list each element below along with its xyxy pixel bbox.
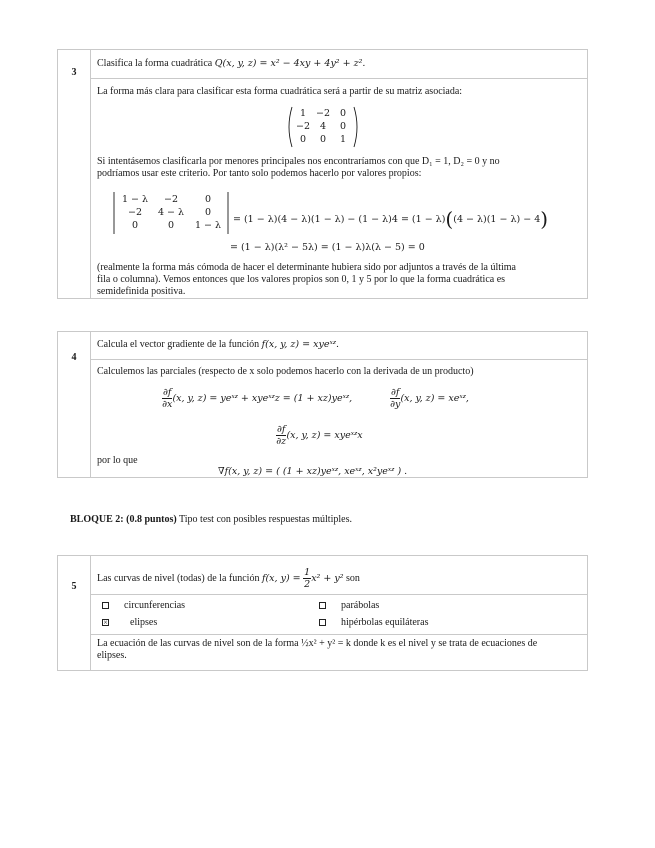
question-4-answer-row bbox=[90, 359, 587, 477]
question-5-options-row bbox=[90, 594, 587, 635]
answer-paragraph-2 bbox=[97, 156, 581, 180]
option-checkbox-elipses[interactable]: × bbox=[103, 618, 108, 627]
question-5-answer-row bbox=[90, 634, 587, 670]
question-number-cell bbox=[58, 50, 91, 298]
matrix-cell: −2 bbox=[295, 121, 310, 132]
option-checkbox-circunferencias[interactable] bbox=[102, 602, 109, 609]
matrix-cell: 1 bbox=[339, 134, 347, 145]
frac-denominator: 2 bbox=[304, 579, 311, 590]
determinant-cell: 0 bbox=[131, 220, 139, 231]
matrix-cell: 0 bbox=[299, 134, 307, 145]
question-number-cell bbox=[58, 556, 91, 670]
answer-paragraph-1: La forma más clara para clasificar esta forma cuadrática será a partir de su matriz asociada: bbox=[97, 86, 463, 97]
option-label: elipses bbox=[130, 617, 158, 628]
matrix-cell: −2 bbox=[315, 108, 330, 119]
question-number: 5 bbox=[71, 581, 77, 592]
partial-x-equation bbox=[162, 387, 352, 410]
question-3-prompt-row bbox=[90, 50, 587, 79]
paragraph-line: Si intentásemos clasificarla por menores principales nos encontraríamos con que D₁ = 1, D₂ = 0 y no bbox=[97, 156, 500, 167]
determinant-cell: 0 bbox=[204, 194, 212, 205]
frac-numerator: ∂f bbox=[277, 424, 286, 435]
question-3-content bbox=[90, 50, 587, 298]
question-number: 4 bbox=[71, 352, 77, 363]
block-2-title: BLOQUE 2: (0.8 puntos) bbox=[70, 514, 177, 525]
question-3-answer-row bbox=[90, 78, 587, 298]
determinant-cell: 4 − λ bbox=[157, 207, 185, 218]
frac-numerator: ∂f bbox=[163, 387, 172, 398]
question-3-prompt bbox=[97, 58, 581, 70]
partial-z-rhs: (x, y, z) = xyeˣᶻx bbox=[286, 430, 363, 441]
prompt-text: Clasifica la forma cuadrática bbox=[97, 58, 213, 69]
partial-x-rhs: (x, y, z) = yeˣᶻ + xyeˣᶻz = (1 + xz)yeˣᶻ, bbox=[172, 393, 353, 404]
prompt-text: Las curvas de nivel (todas) de la función bbox=[97, 572, 260, 584]
prompt-text: Calcula el vector gradiente de la función bbox=[97, 339, 260, 350]
frac-numerator: ∂f bbox=[391, 387, 400, 398]
determinant-equation: 1 − λ −2 0 −2 4 − λ 0 0 0 1 − λ = (1 − λ)(4 − λ)(1 − λ) − (1 − λ)4 = (1 − λ)((4 − λ)(1 − λ) − 4) bbox=[108, 190, 578, 236]
prompt-tail: son bbox=[346, 572, 360, 584]
frac-numerator: 1 bbox=[304, 567, 311, 578]
frac-denominator: ∂x bbox=[162, 399, 173, 410]
determinant-cell: 1 − λ bbox=[194, 220, 222, 231]
block-2-heading bbox=[70, 514, 352, 525]
paragraph-line: elipses. bbox=[97, 650, 127, 661]
associated-matrix bbox=[286, 106, 360, 148]
question-4-box bbox=[57, 331, 588, 478]
question-5-prompt bbox=[97, 567, 581, 590]
answer-paragraph-1: Calculemos las parciales (respecto de x solo podemos hacerlo con la derivada de un producto) bbox=[97, 366, 474, 377]
prompt-formula-lhs: f(x, y) = bbox=[261, 572, 301, 584]
option-checkbox-parabolas[interactable] bbox=[319, 602, 326, 609]
paragraph-line: fila o columna). Vemos entonces que los valores propios son 0, 1 y 5 por lo que la forma cuadrática es bbox=[97, 274, 506, 285]
option-checkbox-hiperbolas[interactable] bbox=[319, 619, 326, 626]
block-2-subtitle: Tipo test con posibles respuestas múltiples. bbox=[179, 514, 352, 525]
partial-z-equation bbox=[276, 424, 363, 447]
partial-y-rhs: (x, y, z) = xeˣᶻ, bbox=[400, 393, 469, 404]
determinant-expansion: = (1 − λ)(4 − λ)(1 − λ) − (1 − λ)4 = (1 − λ) bbox=[233, 214, 446, 225]
determinant-cell: 1 − λ bbox=[121, 194, 149, 205]
question-4-content bbox=[90, 332, 587, 477]
question-number-cell bbox=[58, 332, 91, 477]
prompt-formula: f(x, y, z) = xyeˣᶻ. bbox=[261, 339, 340, 350]
option-label: hipérbolas equiláteras bbox=[341, 617, 429, 628]
question-number: 3 bbox=[71, 67, 77, 78]
answer-paragraph-3 bbox=[97, 262, 581, 298]
partial-y-equation bbox=[390, 387, 469, 410]
option-label: parábolas bbox=[341, 600, 380, 611]
determinant-result: = (1 − λ)(λ² − 5λ) = (1 − λ)λ(λ − 5) = 0 bbox=[230, 242, 425, 253]
determinant-cell: −2 bbox=[127, 207, 142, 218]
matrix-cell: 0 bbox=[339, 108, 347, 119]
frac-denominator: ∂y bbox=[390, 399, 401, 410]
determinant-cell: 0 bbox=[204, 207, 212, 218]
paragraph-line: (realmente la forma más cómoda de hacer el determinante hubiera sido por adjuntos a través de la última bbox=[97, 262, 516, 273]
question-3-box bbox=[57, 49, 588, 299]
question-4-prompt-row bbox=[90, 332, 587, 360]
prompt-formula: Q(x, y, z) = x² − 4xy + 4y² + z². bbox=[214, 58, 366, 69]
paragraph-line: La ecuación de las curvas de nivel son de la forma ½x² + y² = k donde k es el nivel y se trata de ecuaciones de bbox=[97, 638, 538, 649]
matrix-cell: 0 bbox=[319, 134, 327, 145]
question-5-content bbox=[90, 556, 587, 670]
determinant-bracket-term: (4 − λ)(1 − λ) − 4 bbox=[453, 214, 541, 225]
option-label: circunferencias bbox=[124, 600, 186, 611]
question-5-prompt-row bbox=[90, 556, 587, 595]
matrix-cell: 4 bbox=[319, 121, 327, 132]
paragraph-line: semidefinida positiva. bbox=[97, 286, 186, 297]
paragraph-line: podríamos usar este criterio. Por tanto solo podemos hacerlo por valores propios: bbox=[97, 168, 422, 179]
prompt-formula-rhs: x² + y² bbox=[311, 572, 344, 584]
determinant-cell: 0 bbox=[167, 220, 175, 231]
matrix-cell: 0 bbox=[339, 121, 347, 132]
determinant-cell: −2 bbox=[163, 194, 178, 205]
answer-paragraph bbox=[97, 638, 581, 662]
question-4-prompt bbox=[97, 339, 581, 351]
por-lo-que-text: por lo que bbox=[97, 455, 138, 466]
matrix-cell: 1 bbox=[299, 108, 307, 119]
prompt-fraction bbox=[303, 567, 311, 590]
question-5-box bbox=[57, 555, 588, 671]
gradient-equation: ∇f(x, y, z) = ( (1 + xz)yeˣᶻ, xeˣᶻ, x²yeˣᶻ ) . bbox=[218, 466, 408, 477]
frac-denominator: ∂z bbox=[276, 436, 287, 447]
